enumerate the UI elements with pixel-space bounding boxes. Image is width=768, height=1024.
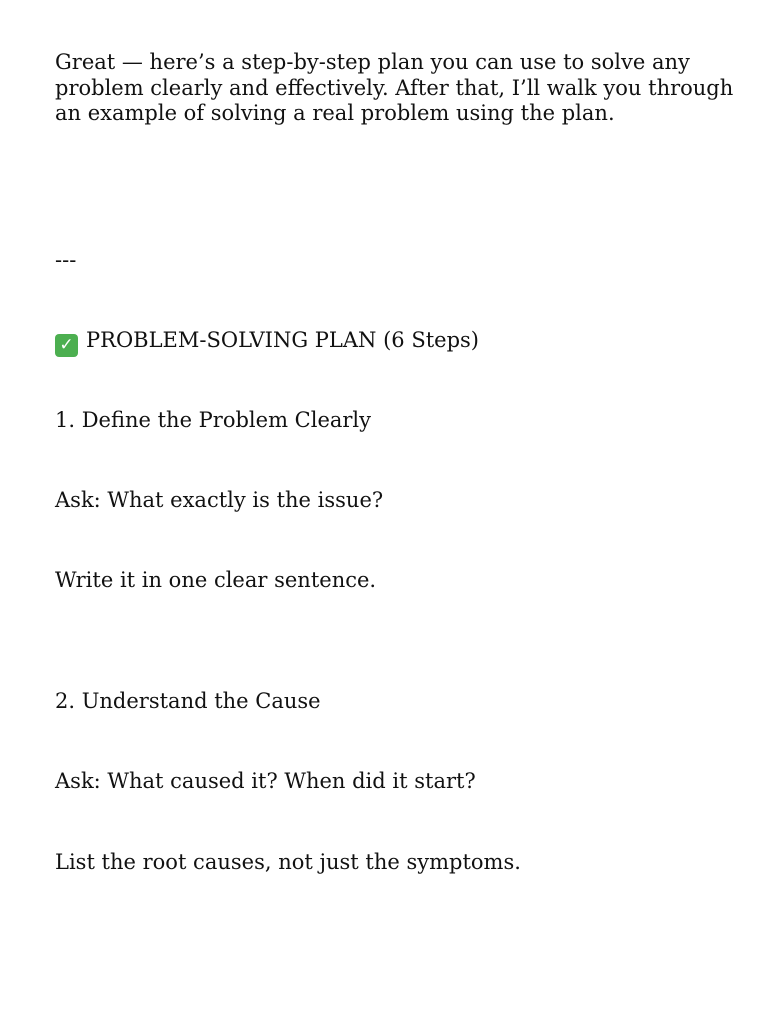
step-2-line-1: Ask: What caused it? When did it start? bbox=[55, 769, 476, 793]
intro-paragraph: Great — here’s a step-by-step plan you can use to solve any problem clearly and effectively. After that, I’ll walk you through an example of solving a real problem using the plan. bbox=[55, 50, 734, 125]
plan-heading bbox=[55, 328, 479, 357]
step-1-line-2: Write it in one clear sentence. bbox=[55, 568, 377, 592]
plan-heading-text: PROBLEM-SOLVING PLAN (6 Steps) bbox=[86, 328, 479, 352]
step-1-line-1: Ask: What exactly is the issue? bbox=[55, 488, 384, 512]
step-2-line-2: List the root causes, not just the symptoms. bbox=[55, 850, 521, 874]
step-1-title: 1. Define the Problem Clearly bbox=[55, 408, 372, 432]
check-mark-button-icon: ✓ bbox=[55, 334, 78, 357]
step-2-title: 2. Understand the Cause bbox=[55, 689, 321, 713]
separator: --- bbox=[55, 248, 77, 272]
